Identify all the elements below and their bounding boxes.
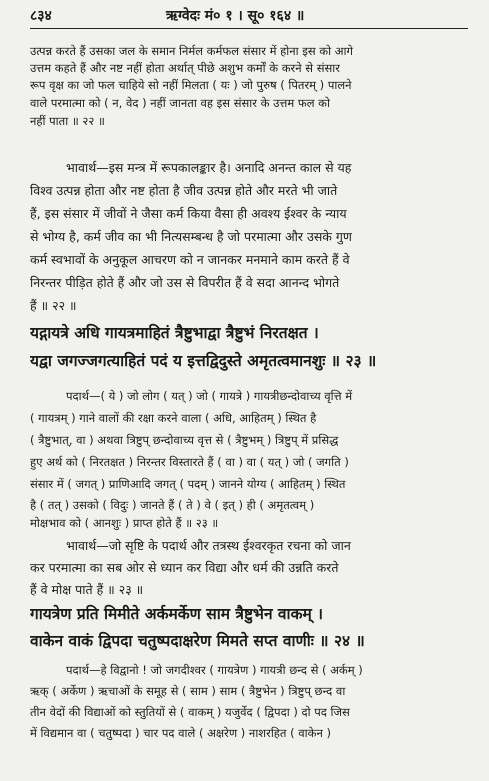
- page-header: [30, 4, 470, 26]
- commentary-line: नहीं पाता ॥ २२ ॥: [30, 114, 105, 128]
- padartha-line: में विद्यमान वा ( चतुष्पदा ) चार पद वाले ( अक्षरेण ) नाशरहित ( वाकेन ): [30, 726, 331, 740]
- mantra-line: वाकेन वाकं द्विपदा चतुष्पदाक्षरेण मिमते सप्त वाणीः ॥ २४ ॥: [30, 632, 365, 650]
- padartha-line: ( त्रैष्टुभात्, वा ) अथवा त्रिष्टुप् छन्दोवाच्य वृत्त से ( त्रैष्टुभम् ) त्रिष्टुप् में प्रसिद्ध: [30, 433, 339, 447]
- bhavartha-line: कर परमात्मा का सब ओर से ध्यान कर विद्या और धर्म की उन्नति करते: [30, 560, 339, 575]
- padartha-line: ऋक् ( अर्केण ) ऋचाओं के समूह से ( साम ) साम ( त्रैष्टुभेन ) त्रिष्टुप् छन्द वा: [30, 684, 346, 698]
- mantra-line: यद्वा जगज्जगत्याहितं पदं य इत्तद्विदुस्ते अमृतत्वमानशुः ॥ २३ ॥: [30, 352, 377, 370]
- commentary-line: उत्तम कहते हैं और नष्ट नहीं होता अर्थात् पीछे अशुभ कर्मों के करने से संसार: [30, 61, 340, 75]
- padartha-heading-line: पदार्थ—( ये ) जो लोग ( यत् ) जो ( गायत्रे ) गायत्रीछन्दोवाच्य वृत्ति में: [66, 389, 353, 403]
- page-number: ८३४: [30, 8, 52, 24]
- padartha-line: मोक्षभाव को ( आनशुः ) प्राप्त होते हैं ॥ २३ ॥: [30, 516, 219, 530]
- padartha-heading-line: पदार्थ—हे विद्वानो ! जो जगदीश्वर ( गायत्रेण ) गायत्री छन्द से ( अर्कम् ): [66, 663, 363, 677]
- running-head: ऋग्वेदः मं० १ । सू० १६४ ॥: [166, 8, 305, 24]
- bhavartha-heading-line: भावार्थ—जो सृष्टि के पदार्थ और तत्रस्थ ईश्वरकृत रचना को जान: [66, 538, 351, 553]
- header-rule: [30, 28, 468, 29]
- commentary-line: वाले परमात्मा को ( न, वेद ) नहीं जानता वह इस संसार के उत्तम फल को: [30, 96, 330, 110]
- mantra-line: यद्गायत्रे अधि गायत्रमाहितं त्रैष्टुभाद्वा त्रैष्टुभं निरतक्षत ।: [30, 324, 319, 342]
- mantra-line: गायत्रेण प्रति मिमीते अर्कमर्केण साम त्रैष्टुभेन वाकम् ।: [30, 605, 324, 623]
- padartha-line: हुए अर्थ को ( निरतक्षत ) निरन्तर विस्तारते हैं ( वा ) वा ( यत् ) जो ( जगति ): [30, 455, 349, 469]
- padartha-line: संसार में ( जगत् ) प्राणिआदि जगत् ( पदम् ) जानने योग्य ( आहितम् ) स्थित: [30, 477, 346, 491]
- padartha-line: ( गायत्रम् ) गाने वालों की रक्षा करने वाला ( अधि, आहितम् ) स्थित है: [30, 411, 317, 425]
- padartha-line: तीन वेदों की विद्याओं को स्तुतियों से ( वाकम् ) यजुर्वेद ( द्विपदा ) दो पद जिस: [30, 705, 350, 719]
- commentary-line: उत्पन्न करते हैं उसका जल के समान निर्मल कर्मफल संसार में होना इस को आगे: [30, 44, 353, 58]
- bhavartha-heading-line: भावार्थ—इस मन्त्र में रूपकालङ्कार है। अनादि अनन्त काल से यह: [66, 160, 352, 175]
- bhavartha-line: निरन्तर पीड़ित होते हैं और जो उस से विपरीत हैं वे सदा आनन्द भोगते: [30, 275, 340, 290]
- padartha-line: है ( तत् ) उसको ( विदुः ) जानते हैं ( ते ) वे ( इत् ) ही ( अमृतत्वम् ): [30, 498, 315, 512]
- bhavartha-line: से भोग्य है, कर्म जीव का भी नित्यसम्बन्ध है जो परमात्मा और उसके गुण: [30, 229, 352, 244]
- bhavartha-line: हैं ॥ २२ ॥: [30, 298, 77, 313]
- bhavartha-line: हैं वे मोक्ष पाते हैं ॥ २३ ॥: [30, 582, 144, 597]
- bhavartha-line: कर्म स्वभावों के अनुकूल आचरण को न जानकर मनमाने काम करते हैं वे: [30, 252, 350, 267]
- bhavartha-line: विश्व उत्पन्न होता और नष्ट होता है जीव उत्पन्न होते और मरते भी जाते: [30, 183, 338, 198]
- bhavartha-line: हैं, इस संसार में जीवों ने जैसा कर्म किया वैसा ही अवश्य ईश्वर के न्याय: [30, 206, 347, 221]
- commentary-line: रूप वृक्ष का जो फल चाहिये सो नहीं मिलता ( यः ) जो पुरुष ( पितरम् ) पालने: [30, 78, 352, 92]
